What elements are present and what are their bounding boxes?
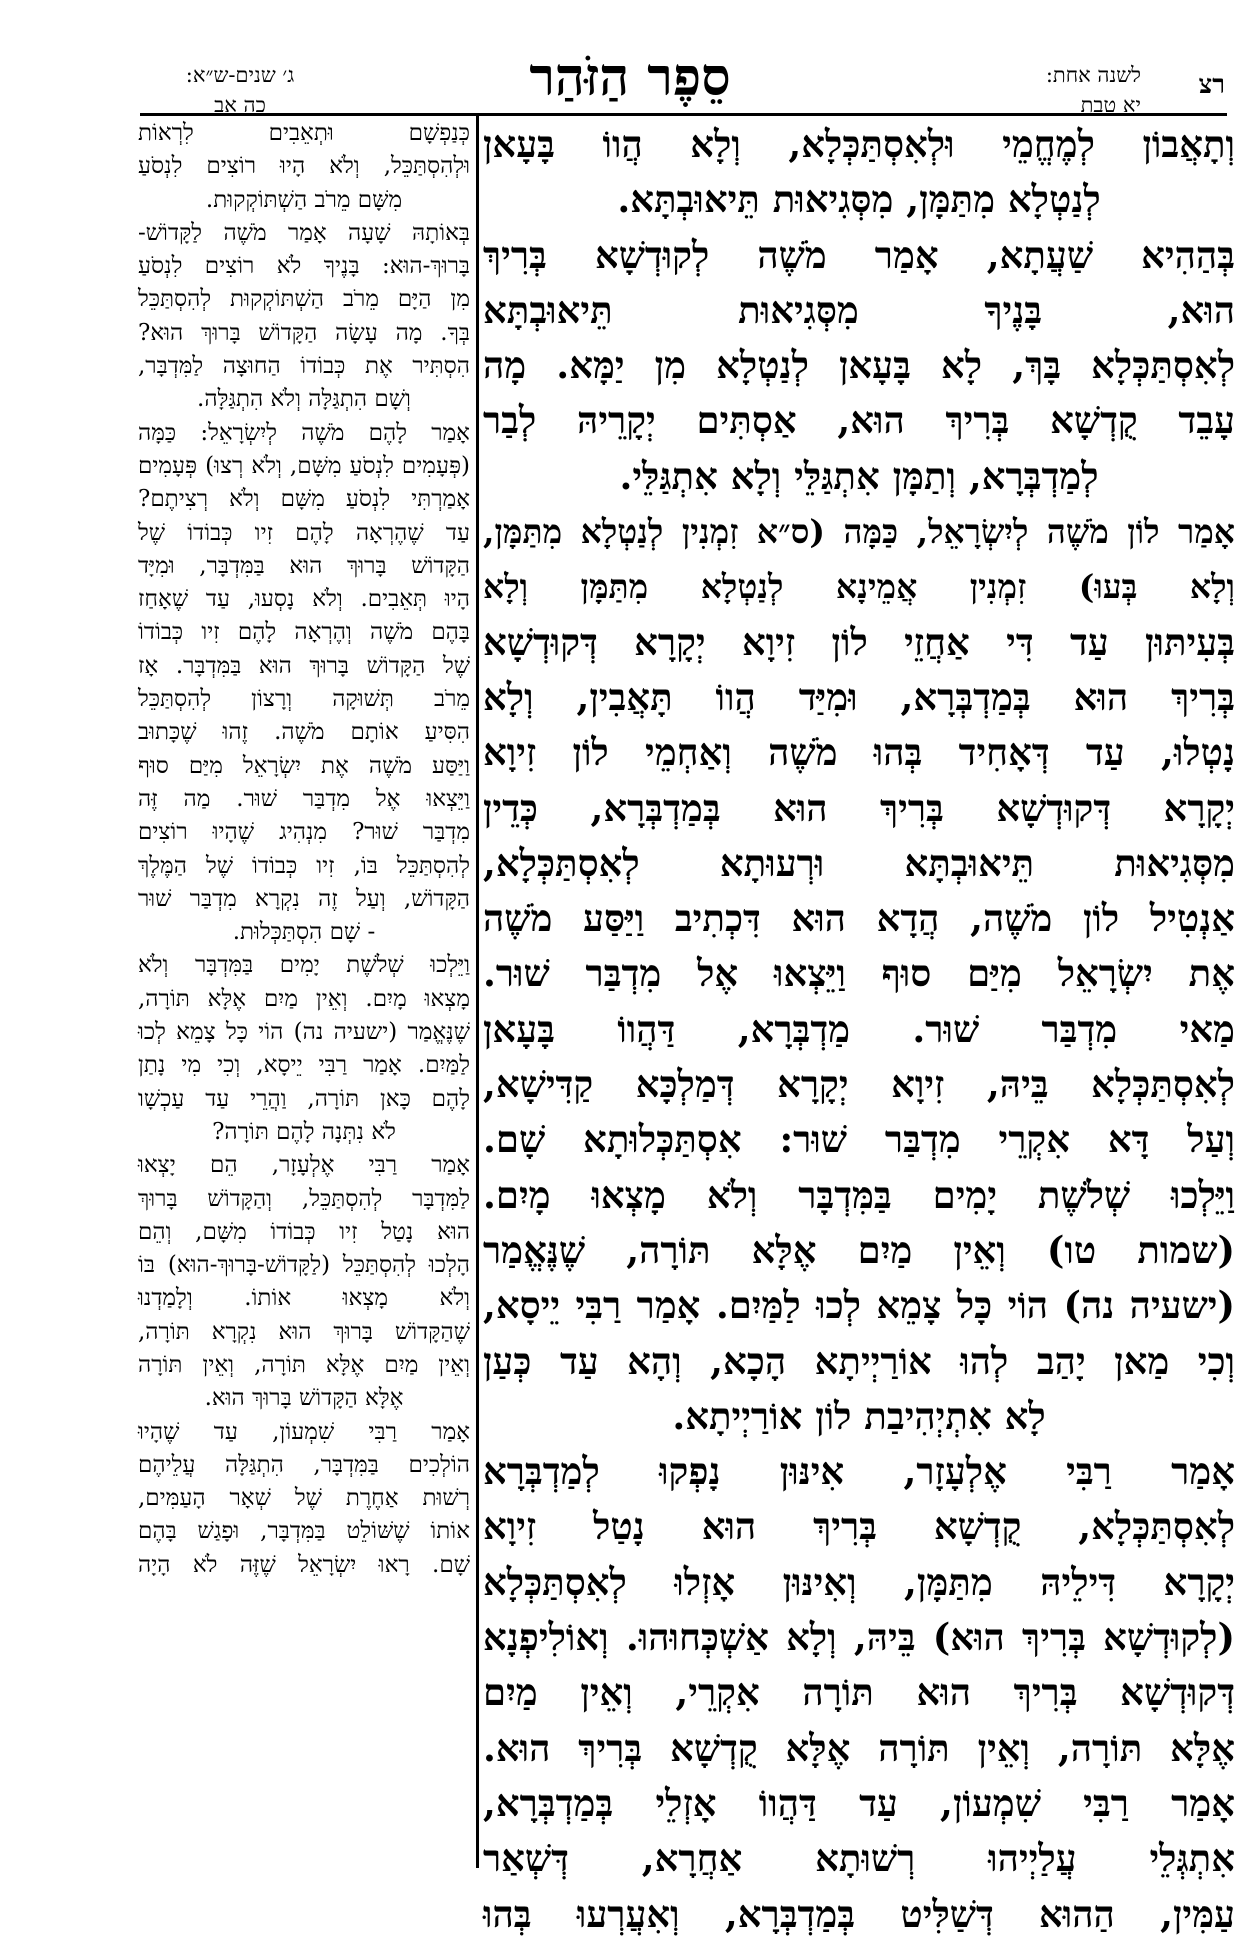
main-text-line: דְּקוּדְשָׁא בְּרִיךְ הוּא תּוֹרָה אִקְרֵי, וְאֵין מַיִם xyxy=(483,1670,1235,1715)
main-text-line: וְתָאֲבוֹן לְמֶחֱמֵי וּלְאִסְתַּכְּלָא, וְלָא הֲווֹ בָּעָאן xyxy=(483,122,1235,166)
header-left-reading-schedule xyxy=(150,60,330,120)
main-text-line: מִסְּגִיאוּת תֵּיאוּבְתָּא וּרְעוּתָא לְאִסְתַּכְּלָא, xyxy=(483,840,1235,885)
side-text-line: - שָׁם הִסְתַּכְּלוּת. xyxy=(232,919,376,946)
main-text-line: לְמַדְבְּרָא, וְתַמָּן אִתְגַּלֵּי וְלָא אִתְגַּלֵּי. xyxy=(619,453,1099,498)
side-text-line: שֶׁל הַקָּדוֹשׁ בָּרוּךְ הוּא בַּמִּדְבָּר. אָז xyxy=(138,652,470,679)
side-text-line: וְלֹא מָצְאוּ אוֹתוֹ. וְלָמַדְנוּ xyxy=(138,1285,470,1312)
main-text-line: וַיֵּלְכוּ שְׁלֹשֶׁת יָמִים בַּמִּדְבָּר וְלֹא מָצְאוּ מָיִם. xyxy=(483,1172,1235,1217)
hebrew-translation-column xyxy=(138,117,470,1877)
side-text-line: הָיוּ תְּאֵבִים. וְלֹא נָסְעוּ, עַד שֶׁאָחַז xyxy=(138,586,470,613)
main-text-line: (ישעיה נה) הוֹי כָּל צָמֵא לְכוּ לַמַּיִם. אָמַר רַבִּי יֵיסָא, xyxy=(483,1283,1235,1328)
main-text-line: בְּהַהִיא שַׁעֲתָא, אָמַר מֹשֶׁה לְקוּדְשָׁא בְּרִיךְ xyxy=(483,232,1235,277)
main-text-line: לְאִסְתַּכְּלָא בָּךְ, לָא בָּעָאן לְנַטְלָא מִן יַמָּא. מָה xyxy=(483,343,1235,388)
side-text-line: בְּאוֹתָהּ שָׁעָה אָמַר מֹשֶׁה לַקָּדוֹשׁ- xyxy=(138,219,470,246)
page-number: רצ xyxy=(1198,70,1225,100)
side-text-line: בְּךָ. מָה עָשָׂה הַקָּדוֹשׁ בָּרוּךְ הוּא? xyxy=(138,319,470,346)
side-text-line: לֹא נִתְּנָה לָהֶם תּוֹרָה? xyxy=(212,1118,396,1145)
side-text-line: וְשָׁם הִתְגַּלָּה וְלֹא הִתְגַּלָּה. xyxy=(197,386,411,413)
side-text-line: הָלְכוּ לְהִסְתַּכֵּל (לַקָּדוֹשׁ-בָּרוּךְ-הוּא) בּוֹ xyxy=(138,1252,470,1279)
side-text-line: (פְּעָמִים לִנְסֹעַ מִשָּׁם, וְלֹא רְצוּ) פְּעָמִים xyxy=(138,452,470,479)
column-divider xyxy=(476,116,479,1868)
main-text-line: עַמִּין, הַהוּא דְּשַׁלִּיט בְּמַדְבְּרָא, וְאִעֲרְעוּ בְּהוּ xyxy=(483,1891,1235,1936)
header-right-line: לשנה אחת: xyxy=(1045,63,1141,87)
side-text-line: לַמִּדְבָּר לְהִסְתַּכֵּל, וְהַקָּדוֹשׁ בָּרוּךְ xyxy=(138,1185,470,1212)
side-text-line: וַיֵּצְאוּ אֶל מִדְבַּר שׁוּר. מַה זֶּה xyxy=(138,785,470,812)
header-left-line: ג׳ שנים-ש״א: xyxy=(185,63,295,87)
side-text-line: שֶׁנֶּאֱמַר (ישעיה נה) הוֹי כָּל צָמֵא לְכוּ xyxy=(138,1019,470,1046)
side-text-line: מִשָּׁם מֵרֹב הַשְׁתּוֹקְקוּת. xyxy=(205,186,403,213)
main-text-line: (לְקוּדְשָׁא בְּרִיךְ הוּא) בֵּיהּ, וְלָא אַשְׁכְּחוּהוּ. וְאוֹלִיפְנָא xyxy=(483,1615,1235,1660)
main-text-line: וְלָא בְּעוּ) זִמְנִין אֲמֵינָא לְנַטְלָא מִתַּמָּן וְלָא xyxy=(483,567,1235,607)
main-text-line: לְנַטְלָא מִתַּמָּן, מִסְּגִיאוּת תֵּיאוּבְתָּא. xyxy=(617,177,1101,222)
main-text-line: בְּרִיךְ הוּא בְּמַדְבְּרָא, וּמִיַּד הֲווֹ תָּאֲבִין, וְלָא xyxy=(483,674,1235,719)
side-text-line: הוּא נָטַל זִיו כְּבוֹדוֹ מִשָּׁם, וְהֵם xyxy=(138,1218,470,1245)
side-text-line: הִסִּיעַ אוֹתָם מֹשֶׁה. זֶהוּ שֶׁכָּתוּב xyxy=(138,719,470,746)
side-text-line: מֵרֹב תְּשׁוּקָה וְרָצוֹן לְהִסְתַּכֵּל xyxy=(138,686,470,713)
main-text-line: יְקָרָא דְּקוּדְשָׁא בְּרִיךְ הוּא בְּמַדְבְּרָא, כְּדֵין xyxy=(483,785,1235,830)
header-rule xyxy=(140,113,1227,116)
main-text-line: יְקָרָא דִּילֵיהּ מִתַּמָּן, וְאִינּוּן אָזְלוּ לְאִסְתַּכְּלָא xyxy=(483,1559,1235,1604)
side-text-line: אוֹתוֹ שֶׁשּׁוֹלֵט בַּמִּדְבָּר, וּפָגַשׁ בָּהֶם xyxy=(138,1518,470,1545)
main-text-line: מַאי מִדְבַּר שׁוּר. מַדְבְּרָא, דַּהֲווֹ בָּעָאן xyxy=(483,1006,1235,1051)
side-text-line: כְּנַפְשָׁם וּתְאֵבִים לִרְאוֹת xyxy=(138,120,470,146)
side-text-line: וְאֵין מַיִם אֶלָּא תּוֹרָה, וְאֵין תּוֹרָה xyxy=(138,1351,470,1378)
side-text-line: מִן הַיָּם מֵרֹב הַשְׁתּוֹקְקוּת לְהִסְתַּכֵּל xyxy=(138,286,470,313)
side-text-line: אָמַרְתִּי לִנְסֹעַ מִשָּׁם וְלֹא רְצִיתֶם? xyxy=(138,486,470,513)
main-text-line: אָמַר רַבִּי אֶלְעָזָר, אִינּוּן נָפְקוּ לְמַדְבְּרָא xyxy=(483,1449,1235,1494)
side-text-line: אָמַר לָהֶם מֹשֶׁה לְיִשְׂרָאֵל: כַּמָּה xyxy=(138,419,470,446)
header-right-reading-schedule xyxy=(971,60,1141,120)
side-text-line: וּלְהִסְתַּכֵּל, וְלֹא הָיוּ רוֹצִים לִנְסֹעַ xyxy=(138,153,470,180)
side-text-line: הוֹלְכִים בַּמִּדְבָּר, הִתְגַּלָּה עֲלֵיהֶם xyxy=(138,1451,470,1478)
main-text-line: לְאִסְתַּכְּלָא בֵּיהּ, זִיוָא יְקָרָא דְּמַלְכָּא קַדִּישָׁא, xyxy=(483,1062,1235,1107)
side-text-line: אָמַר רַבִּי שִׁמְעוֹן, עַד שֶׁהָיוּ xyxy=(138,1418,470,1445)
side-text-line: מִדְבַּר שׁוּר? מִנְהִיג שֶׁהָיוּ רוֹצִים xyxy=(138,819,470,846)
main-text-line: אִתְגְּלֵי עֲלַיְיהוּ רְשׁוּתָא אַחֲרָא, דְּשְׁאַר xyxy=(483,1836,1235,1881)
side-text-line: שָׁם. רָאוּ יִשְׂרָאֵל שֶׁזֶּה לֹא הָיָה xyxy=(138,1551,470,1578)
side-text-line: הַקָּדוֹשׁ, וְעַל זֶה נִקְרָא מִדְבַּר שׁוּר xyxy=(138,885,470,912)
side-text-line: לָהֶם כָּאן תּוֹרָה, וַהֲרֵי עַד עַכְשָׁו xyxy=(138,1085,470,1112)
main-text-line: עָבֵד קֻדְשָׁא בְּרִיךְ הוּא, אַסְתִּים יְקָרֵיהּ לְבַר xyxy=(483,398,1235,443)
aramaic-main-column xyxy=(483,117,1235,1936)
header-left-line: כה אב xyxy=(214,93,266,117)
main-text-line: וְעַל דָּא אִקְרֵי מִדְבַּר שׁוּר: אִסְתַּכְּלוּתָא שָׁם. xyxy=(483,1117,1235,1162)
header-right-line: יא טבת xyxy=(1080,93,1141,117)
main-text-line: אָמַר רַבִּי שִׁמְעוֹן, עַד דַּהֲווֹ אָזְלֵי בְּמַדְבְּרָא, xyxy=(483,1780,1235,1825)
side-text-line: וַיַּסַּע מֹשֶׁה אֶת יִשְׂרָאֵל מִיַּם סוּף xyxy=(138,752,470,779)
side-text-line: עַד שֶׁהֶרְאָה לָהֶם זִיו כְּבוֹדוֹ שֶׁל xyxy=(138,519,470,546)
side-text-line: וַיֵּלְכוּ שְׁלֹשֶׁת יָמִים בַּמִּדְבָּר וְלֹא xyxy=(138,952,470,979)
main-text-line: (שמות טו) וְאֵין מַיִם אֶלָּא תּוֹרָה, שֶׁנֶּאֱמַר xyxy=(483,1227,1235,1272)
side-text-line: הַקָּדוֹשׁ בָּרוּךְ הוּא בַּמִּדְבָּר, וּמִיָּד xyxy=(138,552,470,579)
side-text-line: הִסְתִּיר אֶת כְּבוֹדוֹ הַחוּצָה לַמִּדְבָּר, xyxy=(138,353,470,380)
side-text-line: מָצְאוּ מָיִם. וְאֵין מַיִם אֶלָּא תּוֹרָה, xyxy=(138,985,470,1012)
side-text-line: לְהִסְתַּכֵּל בּוֹ, זִיו כְּבוֹדוֹ שֶׁל הַמֶּלֶךְ xyxy=(138,852,470,879)
side-text-line: אָמַר רַבִּי אֶלְעָזָר, הֵם יָצְאוּ xyxy=(138,1152,470,1179)
main-text-line: בְּעִיתּוּן עַד דִּי אַחֲזֵי לוֹן זִיוָא יְקָרָא דְּקוּדְשָׁא xyxy=(483,619,1235,664)
main-text-line: אֶת יִשְׂרָאֵל מִיַּם סוּף וַיֵּצְאוּ אֶל מִדְבַּר שׁוּר. xyxy=(483,951,1235,996)
book-title: סֵפֶר הַזֹּהַר xyxy=(529,47,731,108)
side-text-line: בָּהֶם מֹשֶׁה וְהֶרְאָה לָהֶם זִיו כְּבוֹדוֹ xyxy=(138,619,470,646)
side-text-line: אֶלָּא הַקָּדוֹשׁ בָּרוּךְ הוּא. xyxy=(204,1385,404,1412)
main-text-line: לְאִסְתַּכְּלָא, קֻדְשָׁא בְּרִיךְ הוּא נָטַל זִיוָא xyxy=(483,1504,1235,1549)
side-text-line: לַמַּיִם. אָמַר רַבִּי יֵיסָא, וְכִי מִי נָתַן xyxy=(138,1052,470,1079)
side-text-line: רְשׁוּת אַחֶרֶת שֶׁל שְׁאָר הָעַמִּים, xyxy=(138,1485,470,1512)
side-text-line: שֶׁהַקָּדוֹשׁ בָּרוּךְ הוּא נִקְרָא תּוֹרָה, xyxy=(138,1318,470,1345)
main-text-line: נָטְלוּ, עַד דְּאָחִיד בְּהוּ מֹשֶׁה וְאַחְמֵי לוֹן זִיוָא xyxy=(483,730,1235,775)
main-text-line: לָא אִתְיְהִיבַת לוֹן אוֹרַיְיתָא. xyxy=(672,1393,1046,1438)
main-text-line: אֶלָּא תּוֹרָה, וְאֵין תּוֹרָה אֶלָּא קֻדְשָׁא בְּרִיךְ הוּא. xyxy=(483,1725,1235,1770)
main-text-line: וְכִי מַאן יָהַב לְהוּ אוֹרַיְיתָא הָכָא, וְהָא עַד כְּעַן xyxy=(483,1338,1235,1383)
side-text-line: בָּרוּךְ-הוּא: בָּנֶיךָ לֹא רוֹצִים לִנְסֹעַ xyxy=(138,253,470,280)
main-text-line: אָמַר לוֹן מֹשֶׁה לְיִשְׂרָאֵל, כַּמָּה (ס״א זִמְנִין לְנַטְלָא מִתַּמָּן, xyxy=(483,512,1235,552)
main-text-line: הוּא, בָּנֶיךָ מִסְּגִיאוּת תֵּיאוּבְתָּא xyxy=(483,287,1235,332)
main-text-line: אַנְטִיל לוֹן מֹשֶׁה, הֲדָא הוּא דִּכְתִיב וַיַּסַּע מֹשֶׁה xyxy=(483,896,1235,941)
